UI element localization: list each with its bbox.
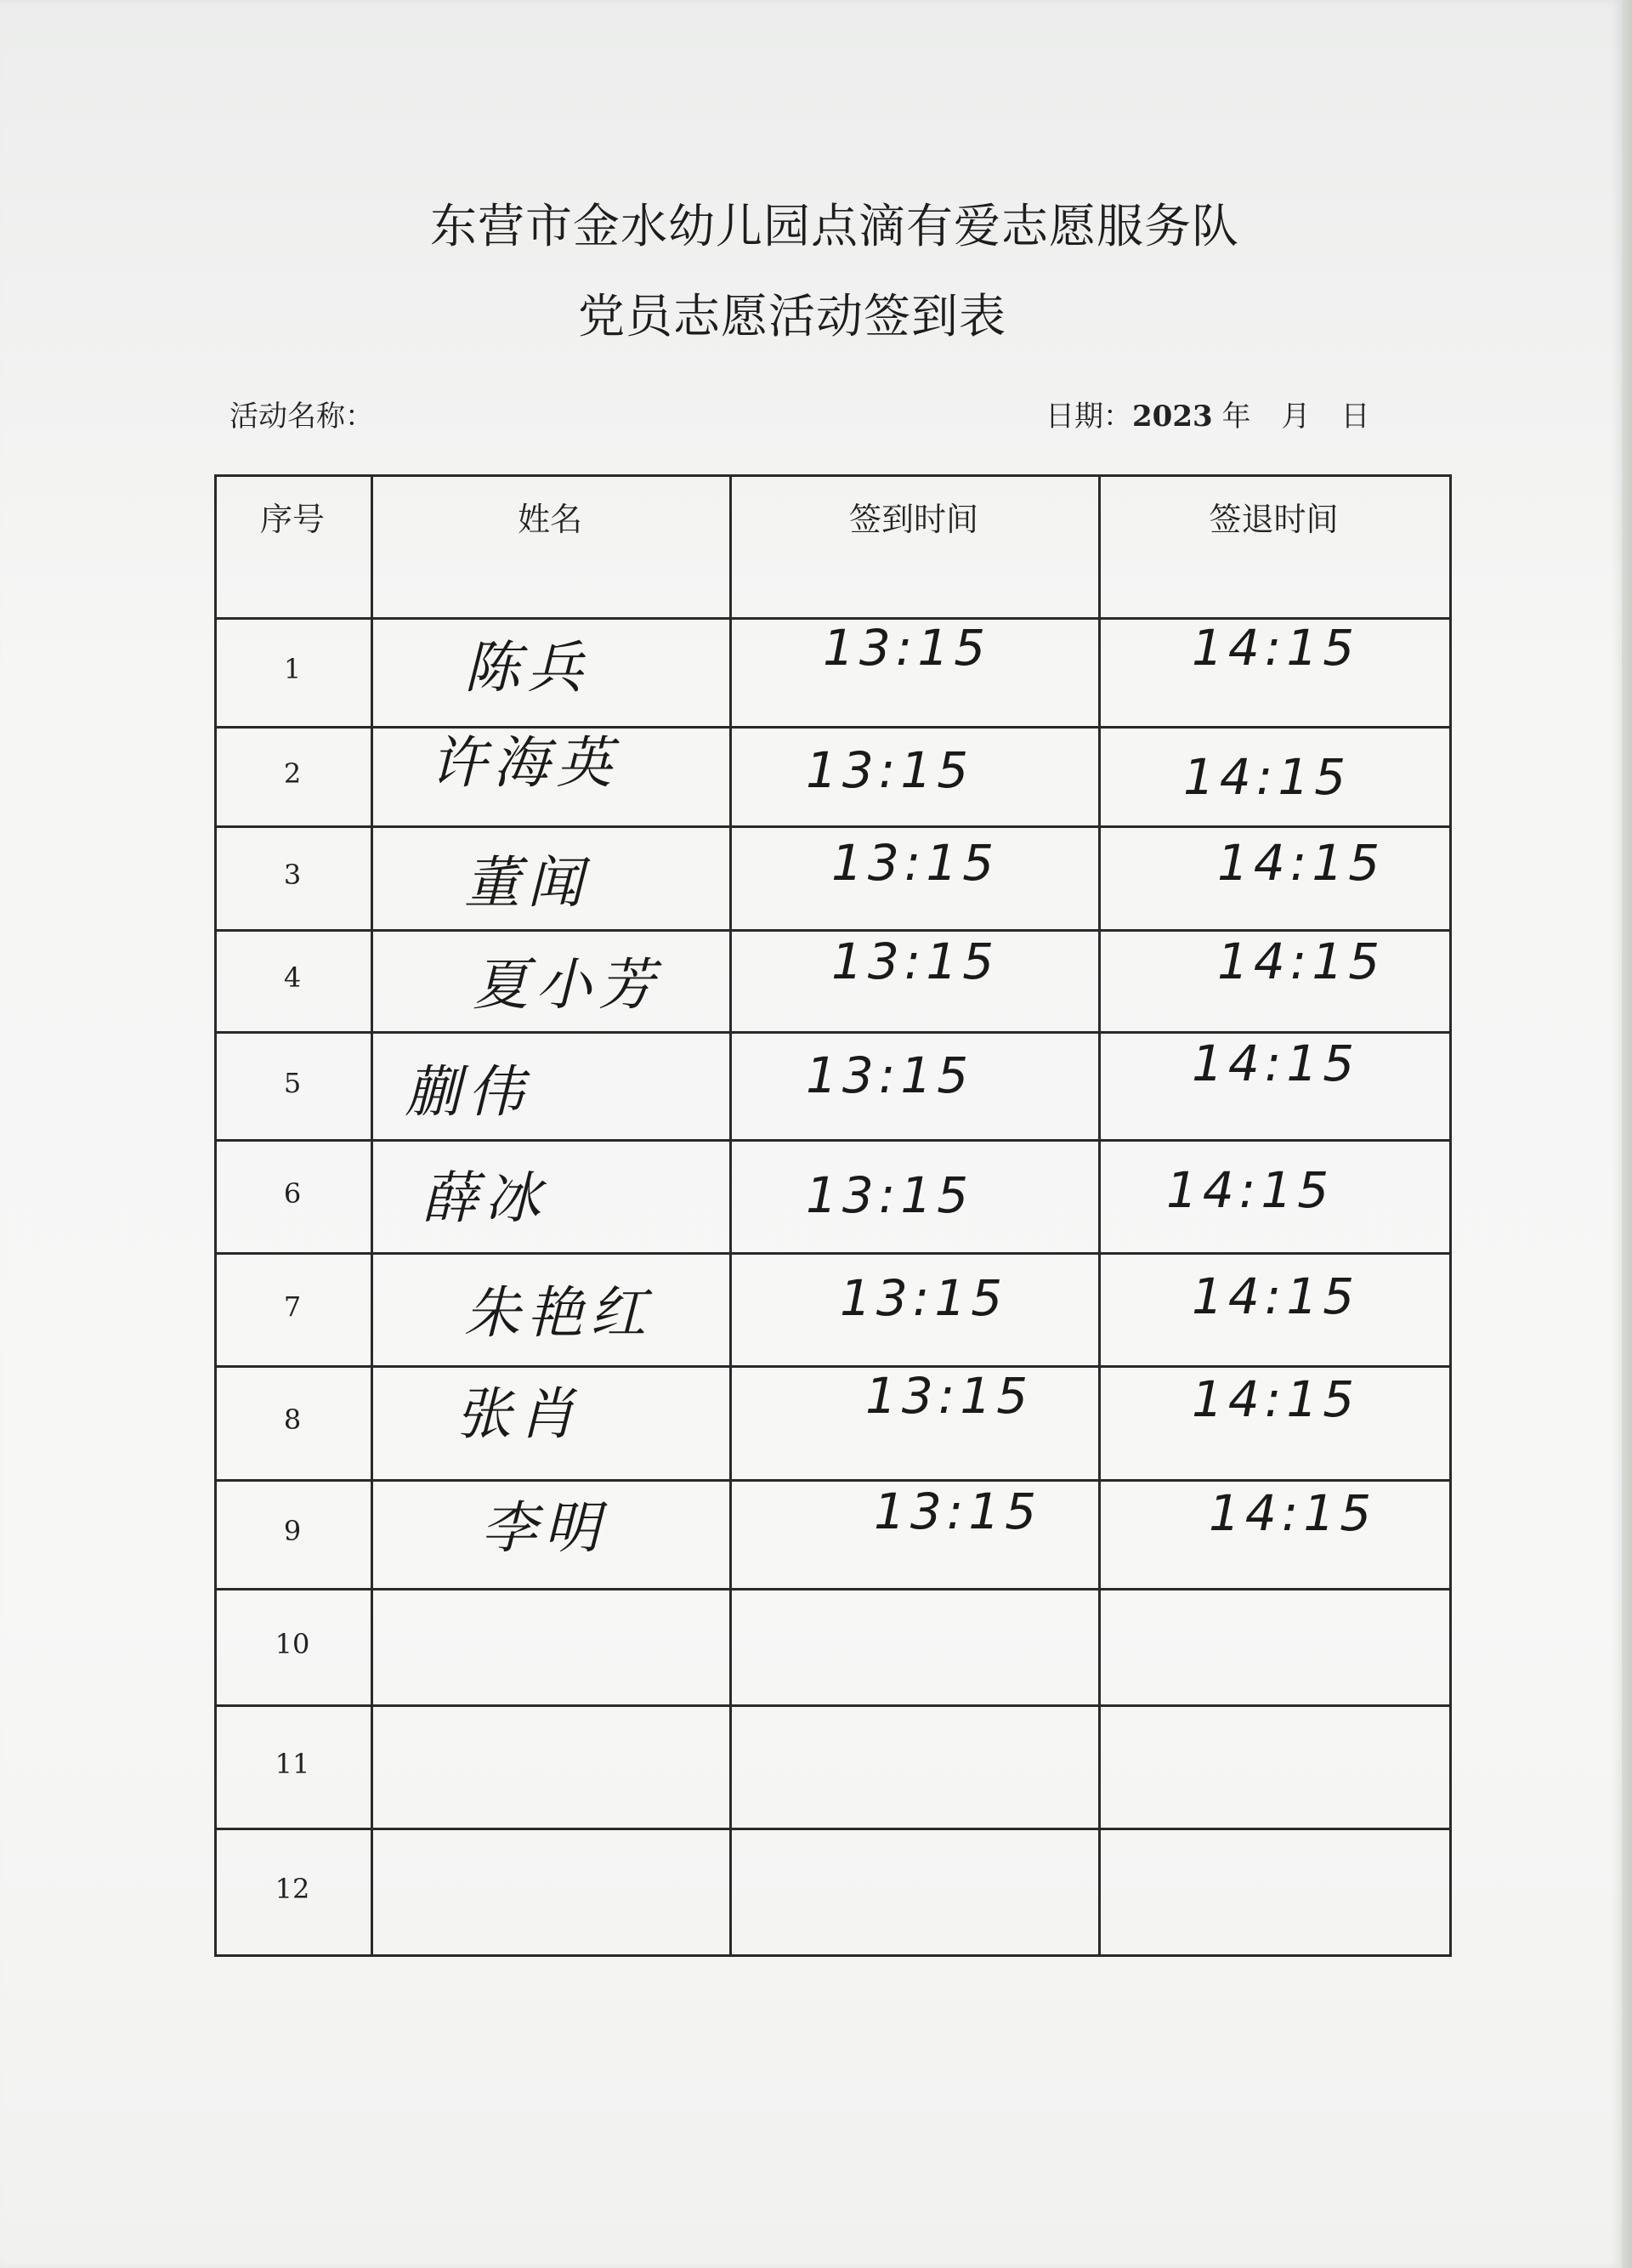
signin-table bbox=[214, 474, 1452, 1957]
date-year: 2023 bbox=[1132, 400, 1213, 434]
table-row-divider bbox=[214, 1704, 1452, 1707]
signature-name: 李明 bbox=[481, 1495, 607, 1561]
row-number: 11 bbox=[275, 1747, 310, 1780]
sign-out-time: 14:15 bbox=[1217, 933, 1386, 990]
sign-in-time: 13:15 bbox=[806, 741, 974, 799]
table-row-divider bbox=[214, 825, 1452, 828]
sign-out-time: 14:15 bbox=[1192, 1035, 1360, 1092]
row-number: 9 bbox=[283, 1515, 302, 1547]
date-month-unit: 月 bbox=[1281, 400, 1311, 434]
signature-name: 陈兵 bbox=[464, 635, 590, 700]
document-title: 东营市金水幼儿园点滴有爱志愿服务队 bbox=[430, 199, 1240, 253]
table-row-divider bbox=[214, 1139, 1452, 1142]
signature-name: 朱艳红 bbox=[464, 1280, 653, 1346]
table-row-divider bbox=[214, 726, 1452, 729]
row-number: 7 bbox=[283, 1290, 302, 1323]
date-label: 日期： bbox=[1046, 400, 1132, 434]
date-year-unit: 年 bbox=[1221, 400, 1251, 434]
row-number: 5 bbox=[283, 1066, 302, 1099]
sign-out-time: 14:15 bbox=[1192, 1267, 1360, 1325]
row-number: 6 bbox=[283, 1177, 302, 1210]
sign-in-time: 13:15 bbox=[806, 1046, 974, 1104]
sign-in-time: 13:15 bbox=[840, 1269, 1008, 1327]
table-column-divider bbox=[371, 474, 373, 1957]
table-row-divider bbox=[214, 929, 1452, 932]
header-name: 姓名 bbox=[517, 501, 582, 538]
signature-name: 夏小芳 bbox=[473, 952, 661, 1018]
signature-name: 许海英 bbox=[430, 730, 619, 796]
row-number: 3 bbox=[283, 859, 302, 891]
date-line bbox=[1046, 393, 1369, 434]
document-subtitle: 党员志愿活动签到表 bbox=[578, 289, 1007, 343]
table-row-divider bbox=[214, 1828, 1452, 1830]
table-row-divider bbox=[214, 1479, 1452, 1482]
sign-in-time: 13:15 bbox=[831, 933, 1000, 990]
table-row-divider bbox=[214, 474, 1452, 477]
table-column-divider bbox=[1449, 474, 1452, 1957]
paper-edge bbox=[1622, 0, 1632, 2268]
row-number: 10 bbox=[275, 1627, 310, 1660]
row-number: 12 bbox=[275, 1872, 310, 1905]
table-row-divider bbox=[214, 1588, 1452, 1590]
table-row-divider bbox=[214, 1031, 1452, 1034]
row-number: 8 bbox=[283, 1403, 302, 1436]
row-number: 2 bbox=[283, 757, 302, 790]
header-sign-out-time: 签退时间 bbox=[1209, 501, 1339, 538]
row-number: 4 bbox=[283, 961, 302, 994]
sign-out-time: 14:15 bbox=[1192, 619, 1360, 677]
sign-out-time: 14:15 bbox=[1166, 1161, 1334, 1219]
table-row-divider bbox=[214, 1365, 1452, 1368]
signature-name: 薛冰 bbox=[422, 1165, 547, 1231]
table-column-divider bbox=[214, 474, 217, 1957]
signature-name: 蒯伟 bbox=[405, 1059, 530, 1125]
signature-name: 董闻 bbox=[464, 850, 590, 916]
sign-in-time: 13:15 bbox=[865, 1367, 1034, 1425]
sign-in-time: 13:15 bbox=[823, 619, 991, 677]
sign-in-time: 13:15 bbox=[806, 1166, 974, 1224]
sign-in-time: 13:15 bbox=[831, 834, 1000, 892]
signature-name: 张肖 bbox=[456, 1381, 581, 1447]
header-seq: 序号 bbox=[259, 501, 325, 538]
table-row-divider bbox=[214, 1252, 1452, 1255]
sign-out-time: 14:15 bbox=[1192, 1370, 1360, 1428]
table-column-divider bbox=[729, 474, 732, 1957]
activity-name-label: 活动名称： bbox=[230, 400, 374, 434]
table-row-divider bbox=[214, 1954, 1452, 1957]
sign-out-time: 14:15 bbox=[1209, 1484, 1377, 1542]
header-sign-in-time: 签到时间 bbox=[848, 501, 978, 538]
sign-in-time: 13:15 bbox=[874, 1483, 1042, 1540]
table-column-divider bbox=[1098, 474, 1101, 1957]
date-day-unit: 日 bbox=[1340, 400, 1370, 434]
sign-out-time: 14:15 bbox=[1217, 834, 1386, 892]
sign-out-time: 14:15 bbox=[1183, 748, 1352, 806]
row-number: 1 bbox=[283, 653, 302, 685]
